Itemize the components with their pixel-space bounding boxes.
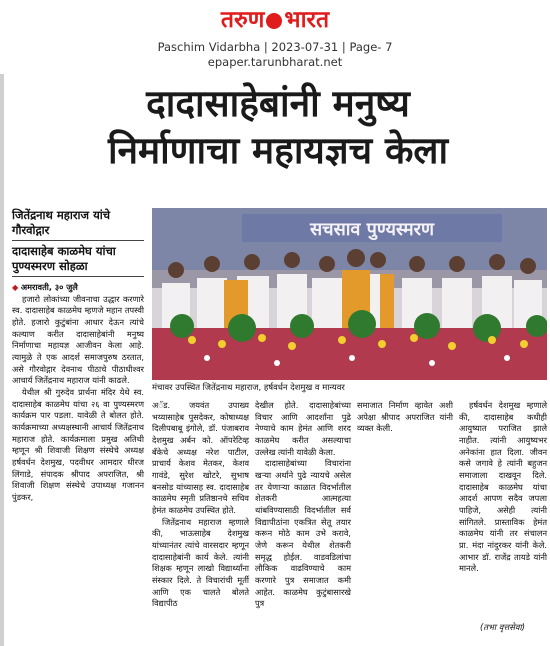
article-column-1 xyxy=(12,282,144,503)
paragraph: अॅड. जयवंत उपाख्य भय्यासाहेब पुसदेकर, कोषाध्यक्ष दिलीपबाबू इंगोले, डॉ. पंजाबराव देशमुख अर्बन को. ऑपरेटिव्ह बँकेचे अध्यक्ष नरेश पाटील, प्राचार्य केशव मेतकर, केशव गावंडे, सुरेश खोटरे, सुभाष बनसोड यांच्यासह स्व. दादासाहेब काळमेघ स्मृती प्रतिष्ठानचे सचिव हेमंत काळमेघ उपस्थित होते. xyxy=(152,400,249,515)
article-column-4 xyxy=(357,400,453,435)
edition-line: Paschim Vidarbha | 2023-07-31 | Page- 7 xyxy=(157,40,393,54)
logo-text-left: तरुण xyxy=(220,6,265,33)
page-edge xyxy=(0,74,4,646)
paragraph: देखील होते. दादासाहेबांच्या विचार आणि आदर्शांना पुढे नेण्याचे काम हेमंत आणि शरद काळमेघ करीत असल्याचा उल्लेख त्यांनी यावेळी केला. xyxy=(255,400,351,457)
headline-line-2: निर्माणाचा महायज्ञच केला xyxy=(107,129,449,172)
paragraph: येथील श्री गुरुदेव प्रार्थना मंदिर येथे स्व. दादासाहेब काळमेघ यांचा २६ वा पुण्यस्मरण कार्यक्रम पार पडला. यावेळी ते बोलत होते. कार्यक्रमाच्या अध्यक्षस्थानी आचार्य जितेंद्रनाथ महाराज होते. कार्यक्रमाला प्रमुख अतिथी म्हणून श्री शिवाजी शिक्षण संस्थेचे अध्यक्ष हर्षवर्धन देशमुख, पदवीधर आमदार धीरज लिंगाडे, संपादक श्रीपाद अपराजित, श्री शिवाजी शिक्षण संस्थेचे उपाध्यक्ष गजानन पुंडकर, xyxy=(12,386,144,502)
divider xyxy=(12,240,144,241)
paragraph: जितेंद्रनाथ महाराज म्हणाले की, भाऊसाहेब देशमुख यांच्यानंतर त्यांचे वारसदार म्हणून दादासाहेबांनी कार्य केले. त्यांनी शिक्षक म्हणून लाखो विद्यार्थ्यांना संस्कार दिले. ते विचारांची मूर्ती आणि एक चालते बोलते विद्यापीठ xyxy=(152,516,249,609)
logo-text-right: भारत xyxy=(284,6,330,33)
newspaper-logo[interactable] xyxy=(190,6,360,34)
masthead xyxy=(0,0,550,70)
event-photo-image xyxy=(152,208,547,380)
paragraph: समाजात निर्माण व्हावेत अशी अपेक्षा श्रीपाद अपराजित यांनी व्यक्त केली. xyxy=(357,400,453,434)
dateline: अमरावती, ३० जुलै xyxy=(20,282,78,292)
divider xyxy=(12,276,144,277)
epaper-url[interactable]: epaper.tarunbharat.net xyxy=(207,55,343,69)
paragraph: हजारो लोकांच्या जीवनाचा उद्धार करणारे स्व. दादासाहेब काळमेघ म्हणजे महान तपस्वी होते. हजारो कुटुंबांना आधार देऊन त्यांचे कल्याण करीत दादासाहेबांनी मनुष्य निर्माणाचा महायज्ञ आजीवन केला आहे. त्यामुळे ते एक आदर्श समाजपुरुष ठरतात, असे गौरवोद्गार देवनाथ पीठाचे पीठाधीश्वर आचार्य जितेंद्रनाथ महाराज यांनी काढले. xyxy=(12,293,144,386)
headline-line-1: दादासाहेबांनी मनुष्य xyxy=(146,82,410,125)
article-column-5 xyxy=(459,400,547,575)
subheadline-1: जितेंद्रनाथ महाराज यांचे गौरवोद्गार xyxy=(12,208,111,237)
paragraph: दादासाहेबांच्या विचारांना खऱ्या अर्थाने पुढे न्यायचे असेल तर येणाऱ्या काळात विदर्भातील शेतकरी आत्महत्या थांबविण्यासाठी विदर्भातील सर्व विद्यापीठांना एकत्रित सेतू तयार करून मोठे काम उभे करावे, जेणे करून येथील शेतकरी समृद्ध होईल. वाडवडिलांचा लौकिक वाढविण्याचे काम करणारे पुत्र समाजात कमी आहेत. काळमेघ कुटुंबासारखे पुत्र xyxy=(255,458,351,609)
headline xyxy=(18,82,538,174)
subheadline-2: दादासाहेब काळमेघ यांचा पुण्यस्मरण सोहळा xyxy=(12,244,116,273)
event-photo xyxy=(152,208,547,380)
stage-banner-text: सचसाव पुण्यस्मरण xyxy=(309,219,435,240)
news-agency-credit: (तभा वृत्तसेवा) xyxy=(480,622,525,632)
photo-caption: मंचावर उपस्थित जितेंद्रनाथ महाराज, हर्षवर्धन देशमुख व मान्यवर xyxy=(152,382,345,392)
logo-emblem-icon xyxy=(266,13,282,29)
article-column-2 xyxy=(152,400,249,610)
article-column-3 xyxy=(255,400,351,610)
paragraph: हर्षवर्धन देशमुख म्हणाले की, दादासाहेब कधीही आयुष्यात पराजित झाले नाहीत. त्यांनी आयुष्यभर अनेकांना हात दिला. जीवन कसे जगावे हे त्यांनी बहुजन समाजाला दाखवून दिले. दादासाहेब काळमेघ यांचा आदर्श आपण सदैव जपला पाहिजे, असेही त्यांनी सांगितले. प्रास्ताविक हेमंत काळमेघ यांनी तर संचालन प्रा. मंदा नांदुरकर यांनी केले. आभार डॉ. राजेंद्र तायडे यांनी मानले. xyxy=(459,400,547,574)
diamond-icon: ◆ xyxy=(12,282,21,292)
